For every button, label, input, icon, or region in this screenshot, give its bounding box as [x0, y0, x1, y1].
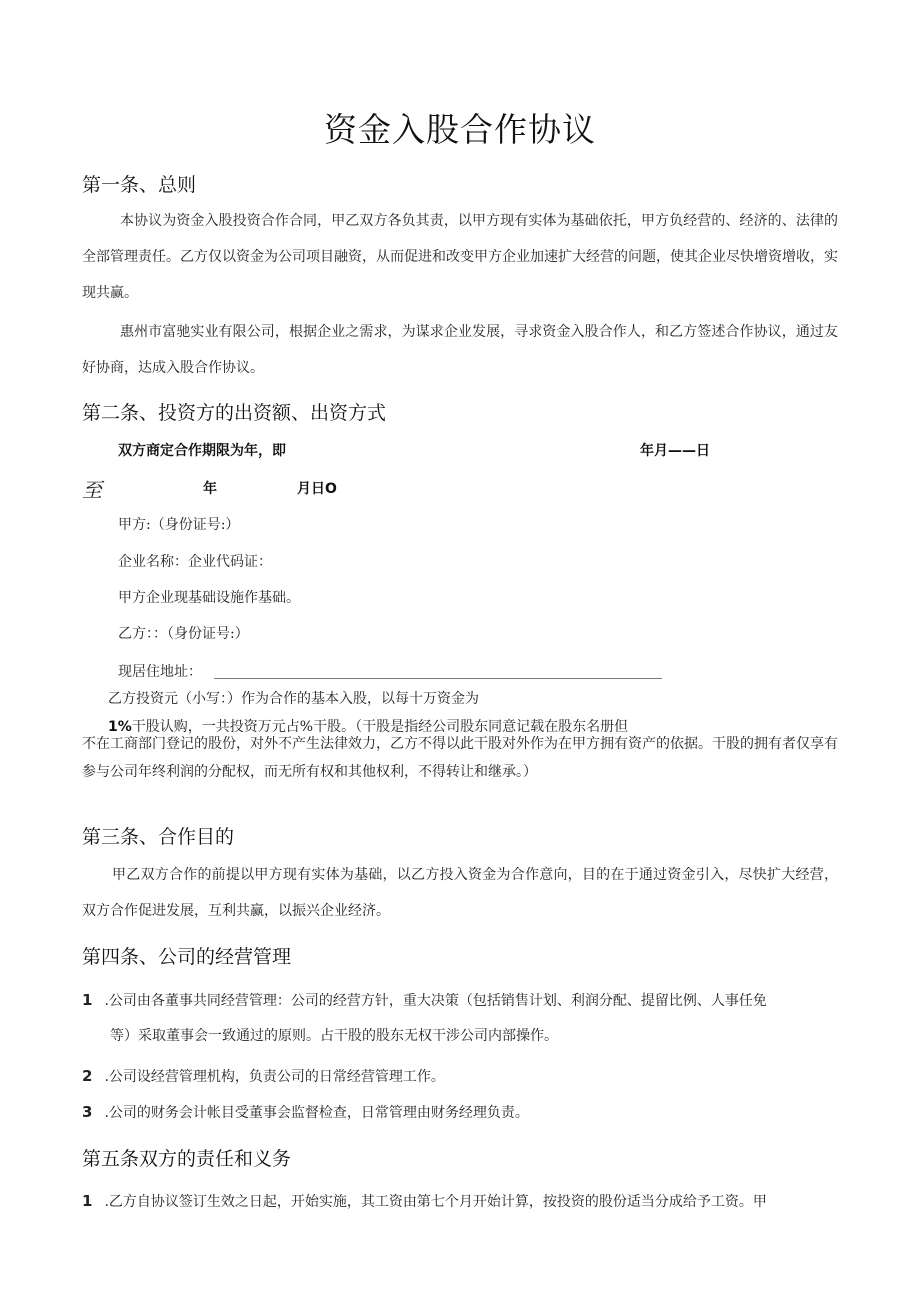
item-number: 3 — [82, 1103, 93, 1121]
investment-statement: 乙方投资元（小写：）作为合作的基本入股，以每十万资金为 — [108, 691, 479, 707]
section-3-heading: 第三条、合作目的 — [82, 826, 235, 848]
section-4-item-1 — [82, 990, 767, 1010]
term-to-label: 至 — [82, 478, 102, 502]
section-3-paragraph: 甲乙双方合作的前提以甲方现有实体为基础，以乙方投入资金为合作意向，目的在于通过资金引入，尽快扩大经营，双方合作促进发展，互利共赢，以振兴企业经济。 — [82, 867, 838, 919]
item-text: .公司设经营管理机构，负责公司的日常经营管理工作。 — [104, 1069, 445, 1085]
base-field: 甲方企业现基础设施作基础。 — [118, 590, 300, 606]
share-percent: 1% — [108, 719, 132, 735]
section-1-heading: 第一条、总则 — [82, 174, 197, 196]
party-a-field: 甲方:（身份证号:） — [118, 517, 240, 533]
term-start-date: 年月——日 — [640, 443, 710, 459]
section-5-item-1 — [82, 1191, 767, 1211]
item-text: .乙方自协议签订生效之日起，开始实施，其工资由第七个月开始计算，按投资的股份适当分成给予工资。甲 — [104, 1194, 767, 1210]
item-number: 1 — [82, 991, 93, 1009]
section-5-heading: 第五条双方的责任和义务 — [82, 1148, 292, 1170]
term-statement: 双方商定合作期限为年，即 — [118, 443, 286, 459]
section-4-item-2 — [82, 1066, 445, 1086]
item-text: .公司的财务会计帐目受董事会监督检查，日常管理由财务经理负责。 — [104, 1105, 529, 1121]
company-field: 企业名称：企业代码证： — [118, 554, 272, 570]
section-4-item-1-continued: 等）采取董事会一致通过的原则。占干股的股东无权干涉公司内部操作。 — [110, 1028, 558, 1044]
share-text: 干股认购，一共投资万元占%干股。（干股是指经公司股东同意记载在股东名册但 — [131, 719, 629, 735]
item-number: 1 — [82, 1192, 93, 1210]
section-1-paragraph-2: 惠州市富驰实业有限公司，根据企业之需求，为谋求企业发展，寻求资金入股合作人，和乙方签述合作协议，通过友好协商，达成入股合作协议。 — [82, 324, 838, 376]
term-end-monthday: 月日O — [297, 481, 337, 497]
item-text: .公司由各董事共同经营管理：公司的经营方针，重大决策（包括销售计划、利润分配、提留比例、人事任免 — [104, 993, 767, 1009]
term-end-year: 年 — [203, 481, 217, 497]
section-2-heading: 第二条、投资方的出资额、出资方式 — [82, 402, 387, 424]
section-1-paragraph-1: 本协议为资金入股投资合作合同，甲乙双方各负其责，以甲方现有实体为基础依托，甲方负经营的、经济的、法律的全部管理责任。乙方仅以资金为公司项目融资，从而促进和改变甲方企业加速扩大经营的问题，使其企业尽快增资增收，实现共赢。 — [82, 213, 838, 301]
address-blank-line — [214, 678, 662, 679]
section-4-item-3 — [82, 1102, 529, 1122]
section-4-heading: 第四条、公司的经营管理 — [82, 946, 292, 968]
party-b-field: 乙方：：（身份证号:） — [118, 626, 249, 642]
address-label: 现居住地址： — [118, 664, 202, 680]
item-number: 2 — [82, 1067, 93, 1085]
document-title: 资金入股合作协议 — [324, 110, 596, 149]
share-explanation: 不在工商部门登记的股份，对外不产生法律效力，乙方不得以此干股对外作为在甲方拥有资产的依据。干股的拥有者仅享有参与公司年终利润的分配权，而无所有权和其他权利，不得转让和继承。） — [82, 736, 838, 780]
